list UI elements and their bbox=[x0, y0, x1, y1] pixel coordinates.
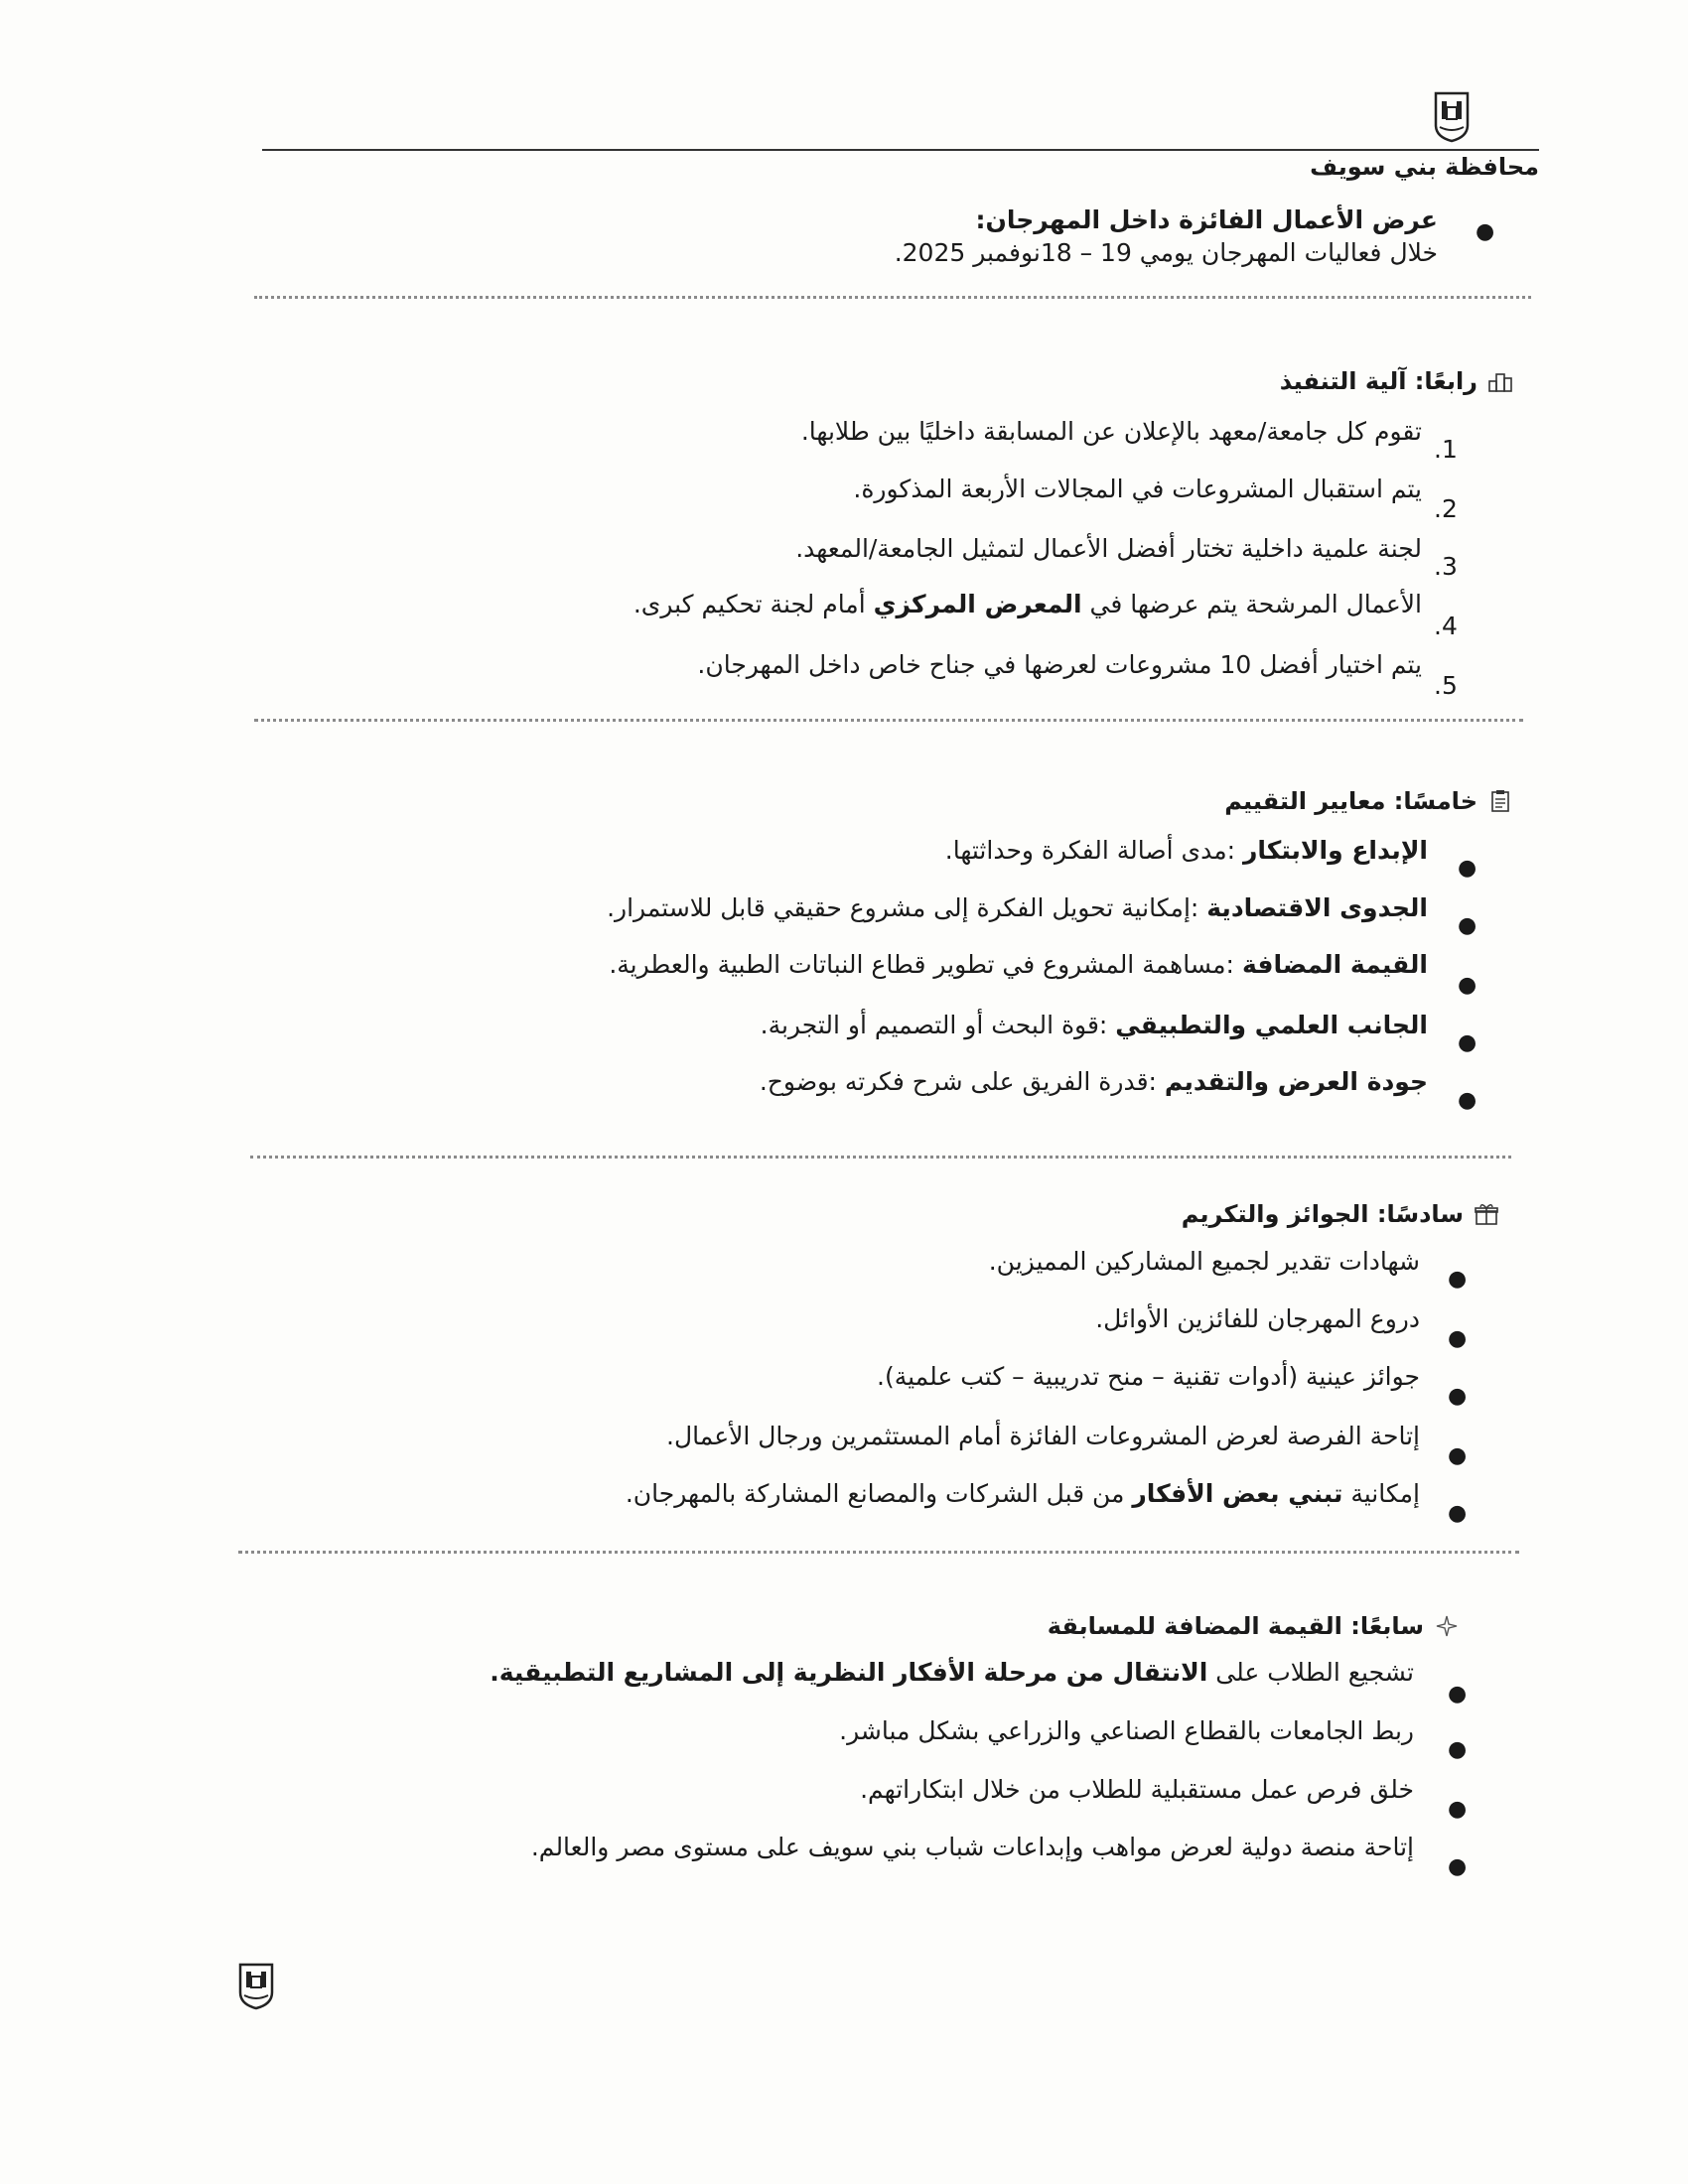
list-item: تشجيع الطلاب على الانتقال من مرحلة الأفكار النظرية إلى المشاريع التطبيقية. bbox=[490, 1658, 1414, 1687]
list-item: الإبداع والابتكار :مدى أصالة الفكرة وحداثتها. bbox=[944, 836, 1428, 865]
bullet: ● bbox=[1458, 913, 1477, 938]
intro-bullet: ● bbox=[1476, 219, 1495, 244]
dotted-divider bbox=[250, 1156, 1511, 1159]
list-item: يتم اختيار أفضل 10 مشروعات لعرضها في جناح خاص داخل المهرجان. bbox=[697, 650, 1422, 679]
list-item: لجنة علمية داخلية تختار أفضل الأعمال لتمثيل الجامعة/المعهد. bbox=[795, 534, 1422, 563]
dotted-divider bbox=[238, 1551, 1519, 1554]
bullet: ● bbox=[1448, 1854, 1468, 1879]
section-heading-awards: سادسًا: الجوائز والتكريم bbox=[1182, 1200, 1499, 1228]
bullet: ● bbox=[1458, 856, 1477, 881]
bullet: ● bbox=[1458, 973, 1477, 998]
bullet: ● bbox=[1448, 1797, 1468, 1822]
section-heading-added-value: سابعًا: القيمة المضافة للمسابقة bbox=[1048, 1612, 1460, 1640]
list-item: تقوم كل جامعة/معهد بالإعلان عن المسابقة داخليًا بين طلابها. bbox=[800, 417, 1422, 446]
clipboard-icon bbox=[1487, 789, 1513, 813]
list-item: الجدوى الاقتصادية :إمكانية تحويل الفكرة إلى مشروع حقيقي قابل للاستمرار. bbox=[607, 893, 1428, 922]
list-item: جوائز عينية (أدوات تقنية – منح تدريبية – كتب علمية). bbox=[877, 1362, 1420, 1391]
dotted-divider bbox=[254, 719, 1523, 722]
intro-line-2: خلال فعاليات المهرجان يومي 19 – 18نوفمبر 2025. bbox=[894, 238, 1438, 267]
list-item: جودة العرض والتقديم :قدرة الفريق على شرح فكرته بوضوح. bbox=[759, 1067, 1428, 1096]
bullet: ● bbox=[1448, 1682, 1468, 1706]
dotted-divider bbox=[254, 296, 1531, 299]
list-item: إتاحة منصة دولية لعرض مواهب وإبداعات شباب بني سويف على مستوى مصر والعالم. bbox=[530, 1833, 1414, 1861]
list-number: .5 bbox=[1434, 671, 1458, 700]
bullet: ● bbox=[1448, 1737, 1468, 1762]
bullet: ● bbox=[1448, 1443, 1468, 1468]
list-number: .3 bbox=[1434, 552, 1458, 581]
list-item: الأعمال المرشحة يتم عرضها في المعرض المركزي أمام لجنة تحكيم كبرى. bbox=[633, 590, 1422, 618]
header-rule bbox=[262, 149, 1539, 151]
list-item: ربط الجامعات بالقطاع الصناعي والزراعي بشكل مباشر. bbox=[839, 1716, 1414, 1745]
intro-line-1: عرض الأعمال الفائزة داخل المهرجان: bbox=[975, 205, 1438, 234]
bullet: ● bbox=[1448, 1384, 1468, 1409]
list-number: .2 bbox=[1434, 494, 1458, 523]
sparkle-icon bbox=[1434, 1614, 1460, 1638]
bullet: ● bbox=[1448, 1326, 1468, 1351]
list-item: دروع المهرجان للفائزين الأوائل. bbox=[1095, 1304, 1420, 1333]
list-item: إمكانية تبني بعض الأفكار من قبل الشركات والمصانع المشاركة بالمهرجان. bbox=[625, 1479, 1420, 1508]
list-item: إتاحة الفرصة لعرض المشروعات الفائزة أمام المستثمرين ورجال الأعمال. bbox=[666, 1422, 1420, 1450]
section-heading-execution: رابعًا: آلية التنفيذ bbox=[1280, 367, 1513, 395]
list-number: .4 bbox=[1434, 612, 1458, 640]
list-item: خلق فرص عمل مستقبلية للطلاب من خلال ابتكاراتهم. bbox=[860, 1775, 1414, 1804]
governorate-emblem-icon bbox=[236, 1961, 276, 2010]
bullet: ● bbox=[1458, 1030, 1477, 1055]
list-item: القيمة المضافة :مساهمة المشروع في تطوير قطاع النباتات الطبية والعطرية. bbox=[609, 950, 1428, 979]
list-item: شهادات تقدير لجميع المشاركين المميزين. bbox=[988, 1247, 1420, 1276]
list-item: يتم استقبال المشروعات في المجالات الأربعة المذكورة. bbox=[853, 475, 1422, 503]
governorate-emblem-icon bbox=[1432, 89, 1472, 143]
list-number: .1 bbox=[1434, 435, 1458, 464]
bullet: ● bbox=[1448, 1267, 1468, 1292]
podium-icon bbox=[1487, 369, 1513, 393]
header-title: محافظة بني سويف bbox=[1310, 153, 1539, 181]
gift-icon bbox=[1474, 1202, 1499, 1226]
bullet: ● bbox=[1448, 1501, 1468, 1526]
section-heading-criteria: خامسًا: معايير التقييم bbox=[1224, 787, 1513, 815]
list-item: الجانب العلمي والتطبيقي :قوة البحث أو التصميم أو التجربة. bbox=[760, 1011, 1428, 1039]
bullet: ● bbox=[1458, 1088, 1477, 1113]
